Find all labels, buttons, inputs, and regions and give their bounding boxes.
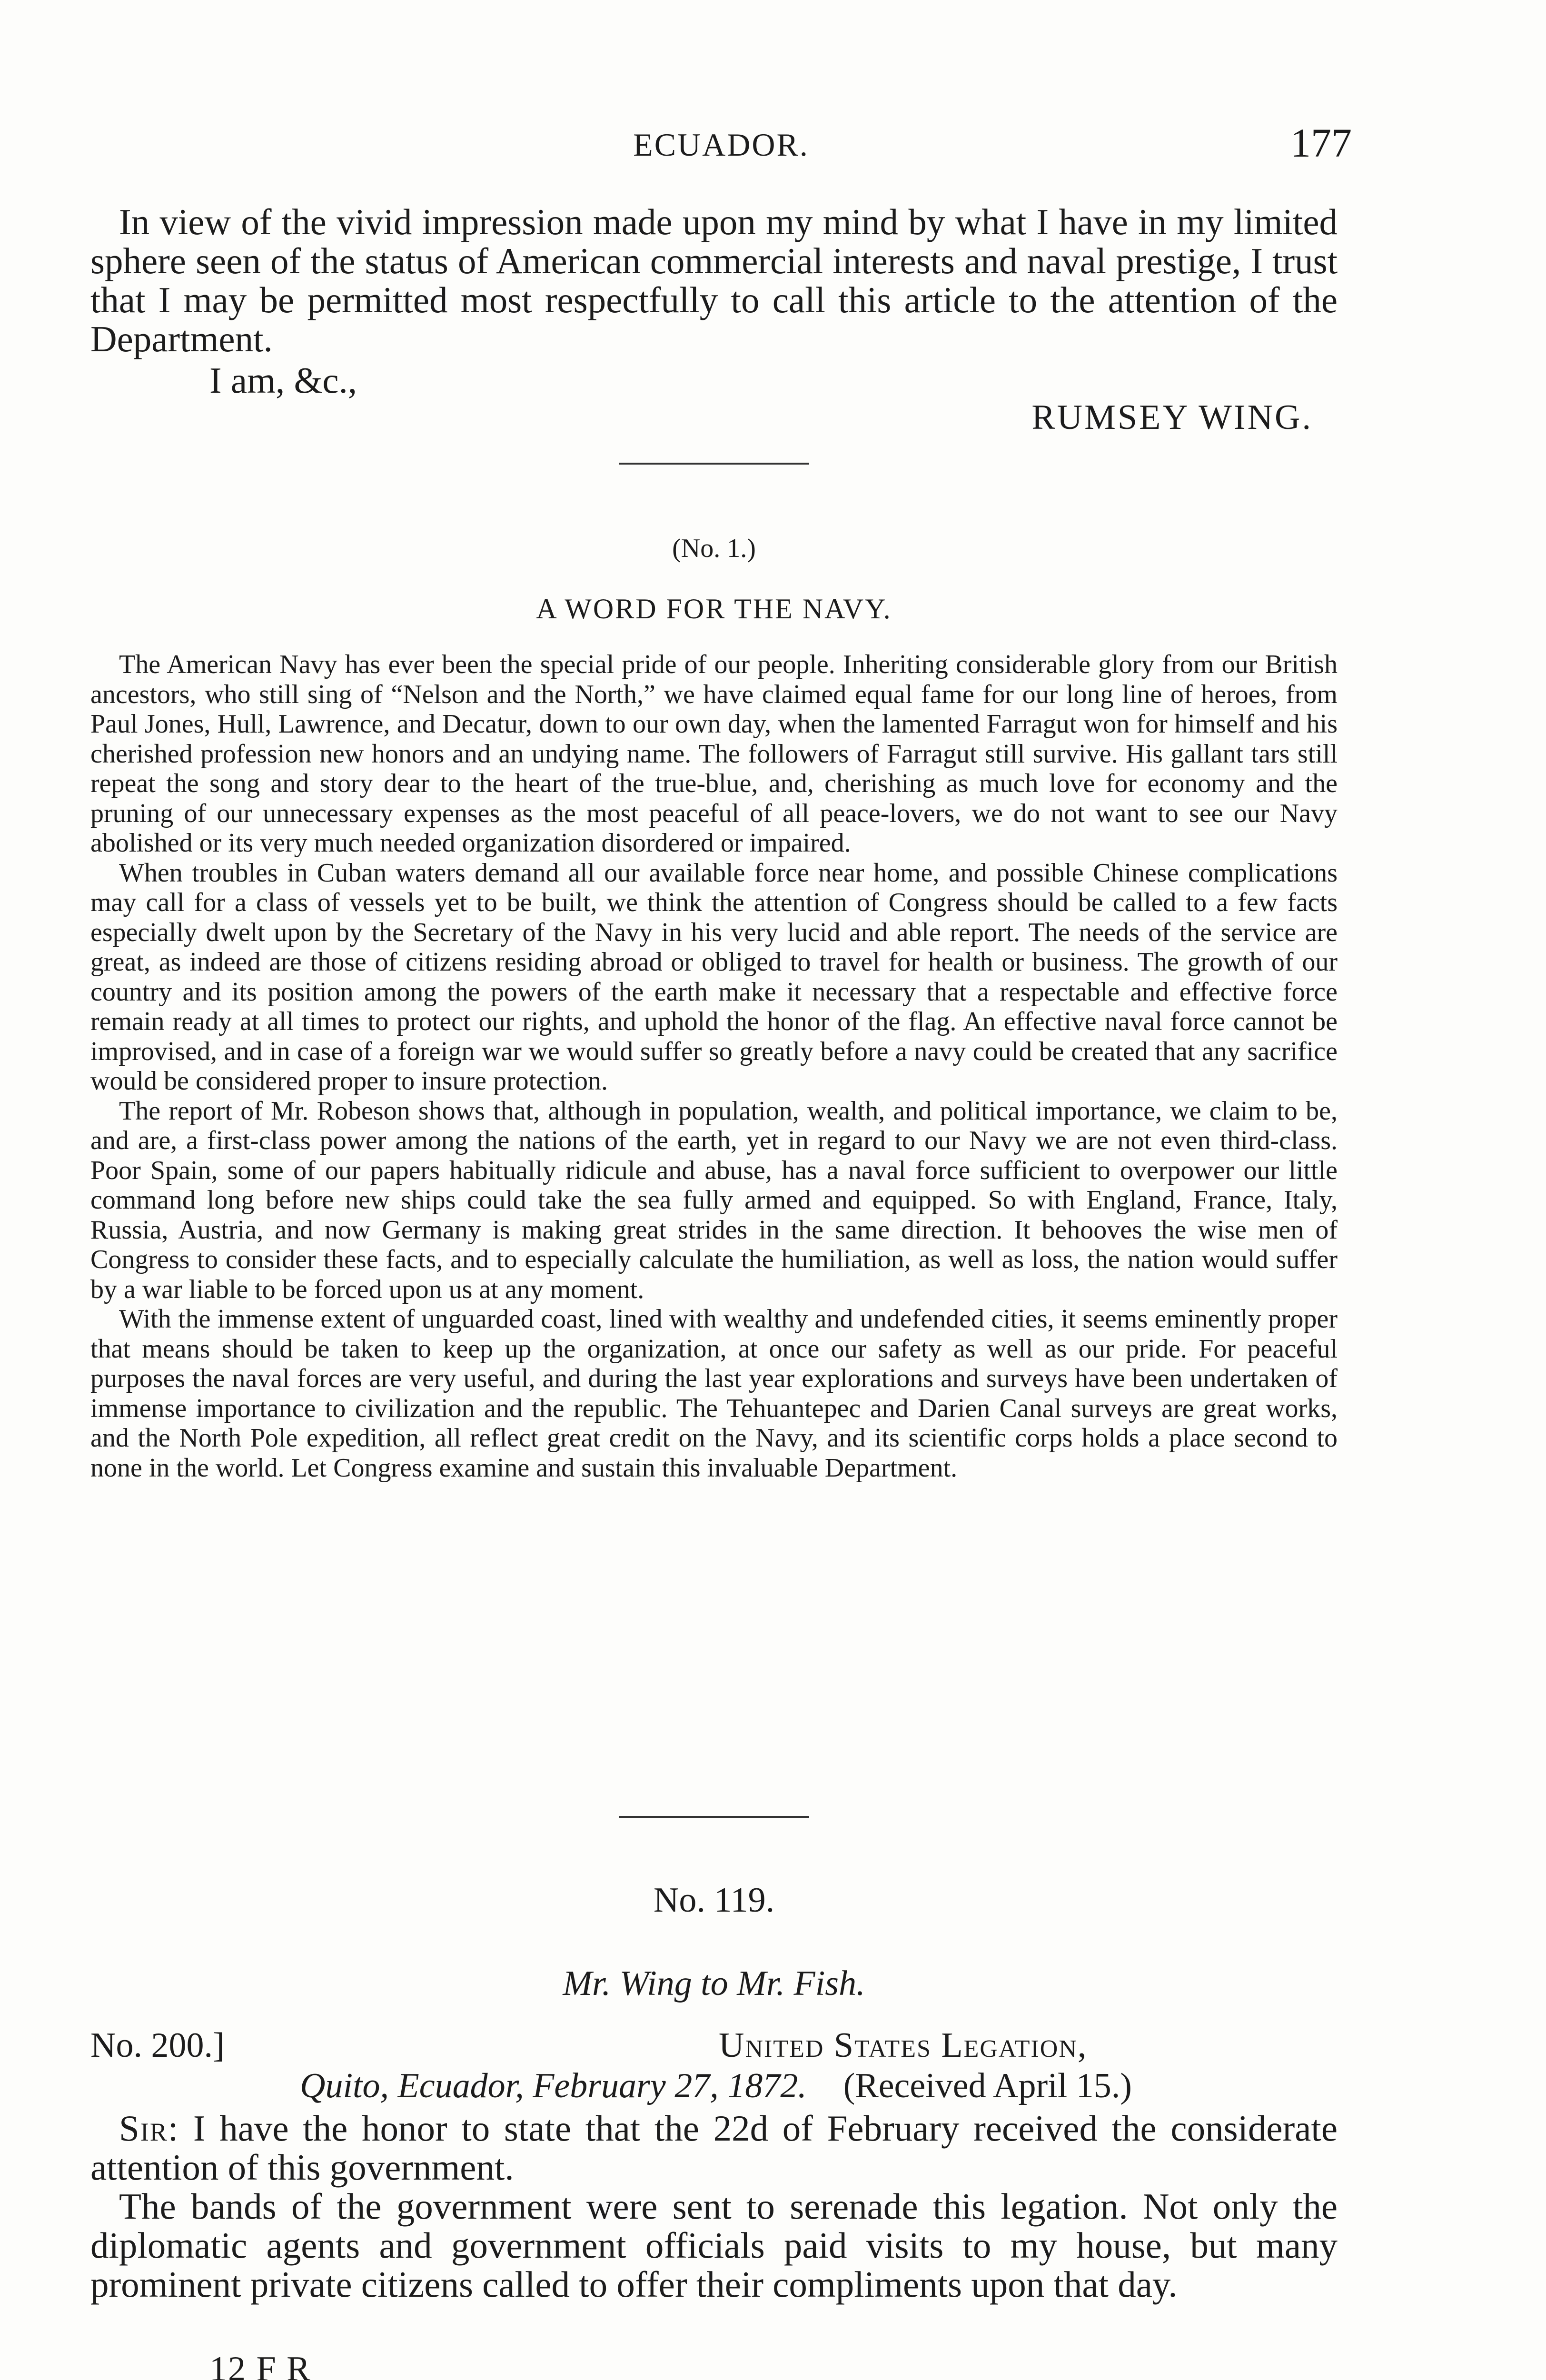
intro-section xyxy=(90,202,1338,358)
letter-paragraph: The bands of the government were sent to serenade this legation. Not only the diplomatic agents and government officials paid visits to my house, but many prominent private citizens called to offer their compliments upon that day. xyxy=(90,2186,1338,2305)
article-paragraph: When troubles in Cuban waters demand all our available force near home, and possible Chinese complications may call for a class of vessels yet to be built, we think the attention of Congress should be called to a few facts especially dwelt upon by the Secretary of the Navy in his very lucid and able report. The needs of the service are great, as indeed are those of citizens residing abroad or obliged to travel for health or business. The growth of our country and its position among the powers of the earth make it necessary that a respectable and effective force remain ready at all times to protect our rights, and uphold the honor of the flag. An effective naval force cannot be improvised, and in case of a foreign war we would suffer so greatly before a navy could be created that any sacrifice would be considered proper to insure protection. xyxy=(90,858,1338,1096)
running-head-title: ECUADOR. xyxy=(633,127,809,163)
article-paragraph: The report of Mr. Robeson shows that, although in population, wealth, and political importance, we claim to be, and are, a first-class power among the nations of the earth, yet in regard to our Navy we are not even third-class. Poor Spain, some of our papers habitually ridicule and abuse, has a naval force sufficient to overpower our little command long before new ships could take the sea fully armed and equipped. So with England, France, Italy, Russia, Austria, and now Germany is making great strides in the same direction. It behooves the wise men of Congress to consider these facts, and to especially calculate the humiliation, as well as loss, the nation would suffer by a war liable to be forced upon us at any moment. xyxy=(90,1096,1338,1304)
page-number: 177 xyxy=(1290,120,1352,166)
divider xyxy=(619,463,809,465)
letter-body xyxy=(90,2109,1338,2304)
running-head xyxy=(90,119,1352,167)
legation-line: United States Legation, xyxy=(719,2026,1088,2065)
article-paragraph: With the immense extent of unguarded coast, lined with wealthy and undefended cities, it seems eminently proper that means should be taken to keep up the organization, at once our safety as well as our pride. For peaceful purposes the naval forces are very useful, and during the last year explorations and surveys have been undertaken of immense importance to civilization and the republic. The Tehuantepec and Darien Canal surveys are great works, and the North Pole expedition, all reflect great credit on the Navy, and its scientific corps holds a place second to none in the world. Let Congress examine and sustain this invaluable Department. xyxy=(90,1304,1338,1483)
closing-line: I am, &c., xyxy=(209,360,357,401)
document-title: Mr. Wing to Mr. Fish. xyxy=(563,1964,865,2003)
article-paragraph: The American Navy has ever been the special pride of our people. Inheriting considerable glory from our British ancestors, who still sing of “Nelson and the North,” we have claimed equal fame for our long line of heroes, from Paul Jones, Hull, Lawrence, and Decatur, down to our own day, when the lamented Farragut won for himself and his cherished profession new honors and an undying name. The followers of Farragut still survive. His gallant tars still repeat the song and story dear to the heart of the true-blue, and, cherishing as much love for economy and the pruning of our unnecessary expenses as the most peaceful of all peace-lovers, we do not want to see our Navy abolished or its very much needed organization disordered or impaired. xyxy=(90,650,1338,858)
divider xyxy=(619,1816,809,1818)
place-date: Quito, Ecuador, February 27, 1872. xyxy=(300,2066,807,2105)
dispatch-number: No. 200.] xyxy=(90,2026,225,2065)
dateline xyxy=(300,2066,1132,2106)
document-number: No. 119. xyxy=(653,1881,775,1920)
enclosure-body xyxy=(90,650,1338,1483)
salutation: Sir: xyxy=(119,2108,179,2149)
enclosure-title: A WORD FOR THE NAVY. xyxy=(536,593,892,625)
letter-paragraph: Sir: I have the honor to state that the 22d of February received the considerate attention of this government. xyxy=(90,2108,1338,2188)
received-date: (Received April 15.) xyxy=(843,2066,1132,2105)
enclosure-number: (No. 1.) xyxy=(672,534,756,563)
signature: RUMSEY WING. xyxy=(1031,398,1313,437)
intro-paragraph: In view of the vivid impression made upon my mind by what I have in my limited sphere seen of the status of American commercial interests and naval prestige, I trust that I may be permitted most respectfully to call this article to the attention of the Department. xyxy=(90,201,1338,359)
signature-mark: 12 F R xyxy=(209,2350,311,2380)
